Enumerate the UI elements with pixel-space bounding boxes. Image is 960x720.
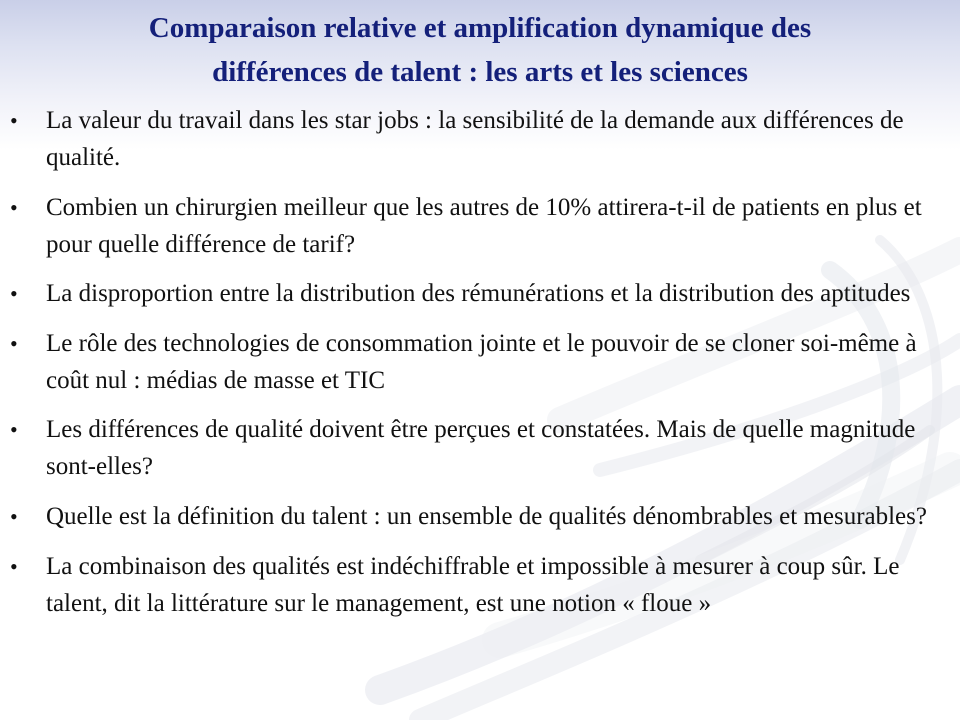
bullet-item-combinaison-qualites (0, 548, 960, 622)
bullet-dot-icon: • (10, 417, 18, 443)
slide-title-line-2: différences de talent : les arts et les sciences (212, 56, 748, 88)
slide-title-line-1: Comparaison relative et amplification dynamique des (148, 12, 812, 44)
bullet-item-definition-talent (0, 498, 960, 535)
bullet-text: La disproportion entre la distribution des rémunérations et la distribution des aptitudes (46, 280, 911, 308)
bullet-dot-icon: • (10, 281, 18, 307)
bullet-dot-icon: • (10, 330, 18, 356)
bullet-dot-icon: • (10, 553, 18, 579)
bullet-dot-icon: • (10, 108, 18, 133)
bullet-item-technologies (0, 325, 960, 399)
bullet-text: La combinaison des qualités est indéchiffrable et impossible à mesurer à coup sûr. Le talent, dit la littérature sur le management, est une notion « floue » (46, 552, 900, 617)
bullet-text: Les différences de qualité doivent être perçues et constatées. Mais de quelle magnitude sont-elles? (46, 416, 916, 481)
bullet-text: Combien un chirurgien meilleur que les autres de 10% attirera-t-il de patients en plus et pour quelle différence de tarif? (46, 193, 922, 258)
bullet-list (0, 102, 960, 634)
bullet-text: La valeur du travail dans les star jobs : la sensibilité de la demande aux différences de qualité. (46, 107, 904, 171)
bullet-item-chirurgien (0, 189, 960, 263)
bullet-text: Le rôle des technologies de consommation jointe et le pouvoir de se cloner soi-même à coût nul : médias de masse et TIC (46, 329, 917, 394)
bullet-dot-icon: • (10, 194, 18, 220)
slide-title (0, 6, 960, 94)
bullet-item-star-jobs (0, 102, 960, 176)
bullet-item-disproportion (0, 275, 960, 312)
bullet-item-differences-qualite (0, 411, 960, 485)
bullet-text: Quelle est la définition du talent : un ensemble de qualités dénombrables et mesurables? (46, 502, 927, 530)
bullet-dot-icon: • (10, 503, 18, 529)
